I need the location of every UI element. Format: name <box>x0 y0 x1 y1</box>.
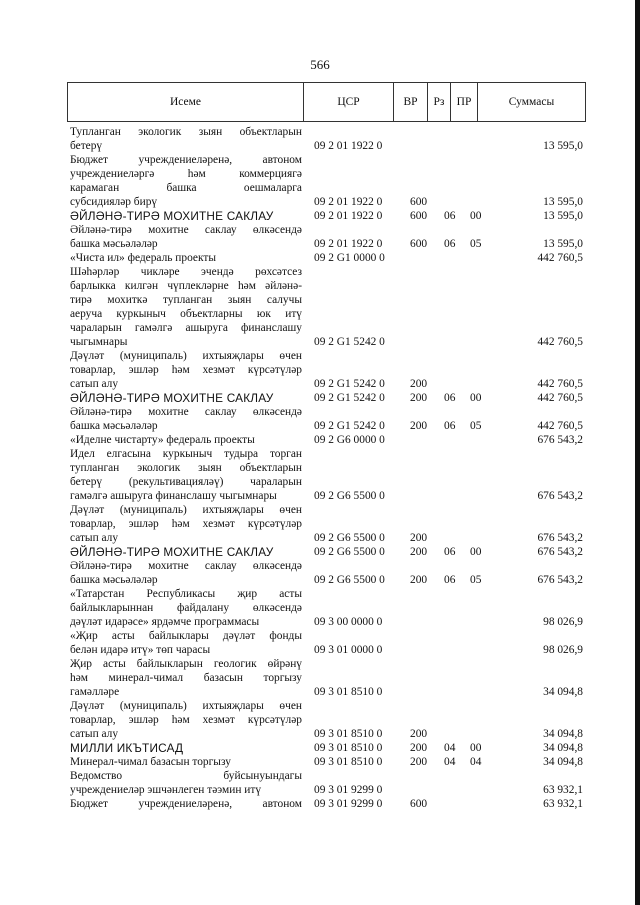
row-sum: 98 026,9 <box>543 616 583 628</box>
row-sum: 442 760,5 <box>537 392 583 404</box>
table-row <box>0 209 640 223</box>
header-name: Исеме <box>68 83 304 121</box>
table-row <box>0 405 640 433</box>
row-name-line: гамәлләре <box>70 686 120 698</box>
row-vr: 200 <box>410 574 428 586</box>
row-name <box>70 545 302 559</box>
row-csr: 09 3 01 9299 0 <box>314 798 383 810</box>
table-row <box>0 755 640 769</box>
table-row <box>0 657 640 699</box>
row-csr: 09 3 01 8510 0 <box>314 756 383 768</box>
row-sum: 34 094,8 <box>543 742 583 754</box>
row-csr: 09 3 01 0000 0 <box>314 644 383 656</box>
row-csr: 09 2 G1 5242 0 <box>314 392 385 404</box>
row-sum: 34 094,8 <box>543 756 583 768</box>
row-name-line: дәүләт идарәсе» ярдәмче программасы <box>70 616 260 628</box>
row-name-line: Әйләнә-тирә мохитне саклау өлкәсендә <box>70 406 302 418</box>
row-rz: 06 <box>444 238 456 250</box>
row-name <box>70 657 302 699</box>
table-row <box>0 559 640 587</box>
row-sum: 63 932,1 <box>543 798 583 810</box>
row-sum: 442 760,5 <box>537 336 583 348</box>
row-pr: 05 <box>470 238 482 250</box>
row-vr: 600 <box>410 196 428 208</box>
row-name-line: чараларын гамәлгә ашыруга финанслашу <box>70 322 302 334</box>
row-name <box>70 209 302 223</box>
row-csr: 09 2 01 1922 0 <box>314 238 383 250</box>
row-csr: 09 3 00 0000 0 <box>314 616 383 628</box>
row-name <box>70 699 302 741</box>
row-sum: 34 094,8 <box>543 686 583 698</box>
page-number: 566 <box>310 57 330 72</box>
table-row <box>0 251 640 265</box>
row-name <box>70 391 302 405</box>
row-name <box>70 251 302 265</box>
row-name-line: Минерал-чимал базасын торгызу <box>70 756 231 768</box>
row-vr: 200 <box>410 546 428 558</box>
row-csr: 09 2 G1 5242 0 <box>314 336 385 348</box>
row-name-line: белән идарә итү» төп чарасы <box>70 644 211 656</box>
row-csr: 09 3 01 8510 0 <box>314 742 383 754</box>
row-name-line: бетерү <box>70 140 103 152</box>
table-row <box>0 433 640 447</box>
row-name-line: байлыкларыннан файдалану өлкәсендә <box>70 602 302 614</box>
row-name-line: Бюджет учреждениеләренә, автоном <box>70 154 302 166</box>
row-csr: 09 2 01 1922 0 <box>314 196 383 208</box>
row-name-line: «Иделне чистарту» федераль проекты <box>70 434 255 446</box>
row-name-line: Әйләнә-тирә мохитне саклау өлкәсендә <box>70 224 302 236</box>
row-name-line: Дәүләт (муниципаль) ихтыяҗлары өчен <box>70 700 302 712</box>
row-name-line: чыгымнары <box>70 336 128 348</box>
table-row <box>0 447 640 503</box>
row-name-line: сатып алу <box>70 532 119 544</box>
row-name-line: «Җир асты байлыклары дәүләт фонды <box>70 630 302 642</box>
row-name <box>70 223 302 251</box>
row-name <box>70 741 302 755</box>
row-name <box>70 405 302 433</box>
row-name-line: товарлар, эшләр һәм хезмәт күрсәтүләр <box>70 364 302 376</box>
row-name-line: ӘЙЛӘНӘ-ТИРӘ МОХИТНЕ САКЛАУ <box>70 391 274 405</box>
table-row <box>0 769 640 797</box>
table-row <box>0 797 640 811</box>
row-name-line: аеруча куркыныч объектларны юк итү <box>70 308 302 320</box>
row-name <box>70 769 302 797</box>
row-name-line: Әйләнә-тирә мохитне саклау өлкәсендә <box>70 560 302 572</box>
row-csr: 09 2 G6 0000 0 <box>314 434 385 446</box>
row-csr: 09 2 G6 5500 0 <box>314 490 385 502</box>
row-name <box>70 755 302 769</box>
row-vr: 200 <box>410 728 428 740</box>
row-name-line: ӘЙЛӘНӘ-ТИРӘ МОХИТНЕ САКЛАУ <box>70 209 274 223</box>
row-sum: 13 595,0 <box>543 238 583 250</box>
row-vr: 200 <box>410 756 428 768</box>
row-rz: 04 <box>444 742 456 754</box>
row-vr: 200 <box>410 378 428 390</box>
row-name-line: Шәһәрләр чикләре эчендә рөхсәтсез <box>70 266 302 278</box>
row-sum: 676 543,2 <box>537 490 583 502</box>
row-csr: 09 3 01 8510 0 <box>314 686 383 698</box>
table-row <box>0 153 640 209</box>
row-name <box>70 125 302 153</box>
row-name-line: товарлар, эшләр һәм хезмәт күрсәтүләр <box>70 714 302 726</box>
row-vr: 200 <box>410 392 428 404</box>
row-sum: 442 760,5 <box>537 420 583 432</box>
row-name <box>70 349 302 391</box>
scan-edge <box>635 0 640 905</box>
row-vr: 600 <box>410 210 428 222</box>
row-rz: 06 <box>444 420 456 432</box>
table-row <box>0 741 640 755</box>
row-name <box>70 629 302 657</box>
row-pr: 05 <box>470 574 482 586</box>
row-name-line: товарлар, эшләр һәм хезмәт күрсәтүләр <box>70 518 302 530</box>
row-csr: 09 2 G6 5500 0 <box>314 546 385 558</box>
row-name-line: «Чиста ил» федераль проекты <box>70 252 217 264</box>
row-name <box>70 447 302 503</box>
row-name-line: Бюджет учреждениеләренә, автоном <box>70 798 302 810</box>
row-sum: 63 932,1 <box>543 784 583 796</box>
row-name-line: сатып алу <box>70 728 119 740</box>
row-pr: 04 <box>470 756 482 768</box>
row-vr: 600 <box>410 238 428 250</box>
row-pr: 00 <box>470 392 482 404</box>
row-vr: 200 <box>410 532 428 544</box>
row-csr: 09 2 G1 5242 0 <box>314 378 385 390</box>
table-row <box>0 545 640 559</box>
table-row <box>0 265 640 349</box>
row-name-line: сатып алу <box>70 378 119 390</box>
row-name-line: һәм минерал-чимал базасын торгызу <box>70 672 302 684</box>
row-name-line: «Татарстан Республикасы җир асты <box>70 588 302 600</box>
row-name-line: МИЛЛИ ИКЪТИСАД <box>70 741 184 755</box>
row-name-line: Дәүләт (муниципаль) ихтыяҗлары өчен <box>70 504 302 516</box>
row-pr: 00 <box>470 546 482 558</box>
row-rz: 06 <box>444 392 456 404</box>
table-row <box>0 349 640 391</box>
row-name-line: учреждениеләр эшчәнлеген тәэмин итү <box>70 784 262 796</box>
row-name <box>70 503 302 545</box>
row-csr: 09 3 01 8510 0 <box>314 728 383 740</box>
row-name <box>70 797 302 811</box>
row-name-line: учреждениеләргә һәм коммерциягә <box>70 168 302 180</box>
row-sum: 34 094,8 <box>543 728 583 740</box>
row-name <box>70 587 302 629</box>
row-csr: 09 2 G6 5500 0 <box>314 532 385 544</box>
row-vr: 200 <box>410 742 428 754</box>
row-sum: 442 760,5 <box>537 252 583 264</box>
row-vr: 200 <box>410 420 428 432</box>
row-name <box>70 153 302 209</box>
row-csr: 09 2 G6 5500 0 <box>314 574 385 586</box>
header-pr: ПР <box>451 83 478 121</box>
row-name-line: барлыкка килгән чүплекләрне һәм әйләнә- <box>70 280 302 292</box>
row-name-line: Идел елгасына куркыныч тудыра торган <box>70 448 302 460</box>
row-pr: 00 <box>470 742 482 754</box>
table-row <box>0 629 640 657</box>
row-csr: 09 2 01 1922 0 <box>314 140 383 152</box>
row-name-line: тирә мохиткә тупланган зыян салучы <box>70 294 302 306</box>
header-csr: ЦСР <box>304 83 394 121</box>
row-sum: 13 595,0 <box>543 196 583 208</box>
row-csr: 09 3 01 9299 0 <box>314 784 383 796</box>
row-pr: 00 <box>470 210 482 222</box>
header-sum: Суммасы <box>508 96 555 108</box>
row-name-line: бетерү (рекультивацияләү) чараларын <box>70 476 302 488</box>
row-rz: 06 <box>444 574 456 586</box>
row-sum: 98 026,9 <box>543 644 583 656</box>
row-sum: 13 595,0 <box>543 210 583 222</box>
row-name-line: башка мәсьәләләр <box>70 420 158 432</box>
row-sum: 676 543,2 <box>537 434 583 446</box>
table-row <box>0 125 640 153</box>
row-name-line: башка мәсьәләләр <box>70 574 158 586</box>
header-rz: Рз <box>428 83 451 121</box>
row-name-line: гамәлгә ашыруга финанслашу чыгымнары <box>70 490 277 502</box>
row-name-line: ӘЙЛӘНӘ-ТИРӘ МОХИТНЕ САКЛАУ <box>70 545 274 559</box>
row-name-line: Дәүләт (муниципаль) ихтыяҗлары өчен <box>70 350 302 362</box>
row-name-line: субсидияләр бирү <box>70 196 158 208</box>
row-sum: 442 760,5 <box>537 378 583 390</box>
row-sum: 676 543,2 <box>537 532 583 544</box>
row-csr: 09 2 G1 0000 0 <box>314 252 385 264</box>
row-sum: 676 543,2 <box>537 574 583 586</box>
row-name-line: Тупланган экологик зыян объектларын <box>70 126 302 138</box>
row-name-line: тупланган экологик зыян объектларын <box>70 462 302 474</box>
row-pr: 05 <box>470 420 482 432</box>
row-csr: 09 2 01 1922 0 <box>314 210 383 222</box>
row-sum: 676 543,2 <box>537 546 583 558</box>
table-row <box>0 699 640 741</box>
row-name-line: Җир асты байлыкларын геологик өйрәнү <box>70 658 302 670</box>
table-row <box>0 223 640 251</box>
header-vr: ВР <box>394 83 428 121</box>
table-header <box>67 82 586 122</box>
row-name <box>70 433 302 447</box>
table-row <box>0 587 640 629</box>
row-rz: 06 <box>444 546 456 558</box>
table-row <box>0 503 640 545</box>
row-name-line: Ведомство буйсынуындагы <box>70 770 302 782</box>
row-rz: 06 <box>444 210 456 222</box>
row-rz: 04 <box>444 756 456 768</box>
table-row <box>0 391 640 405</box>
row-name-line: башка мәсьәләләр <box>70 238 158 250</box>
row-name <box>70 559 302 587</box>
row-csr: 09 2 G1 5242 0 <box>314 420 385 432</box>
row-name-line: карамаган башка оешмаларга <box>70 182 302 194</box>
row-name <box>70 265 302 349</box>
row-sum: 13 595,0 <box>543 140 583 152</box>
row-vr: 600 <box>410 798 428 810</box>
